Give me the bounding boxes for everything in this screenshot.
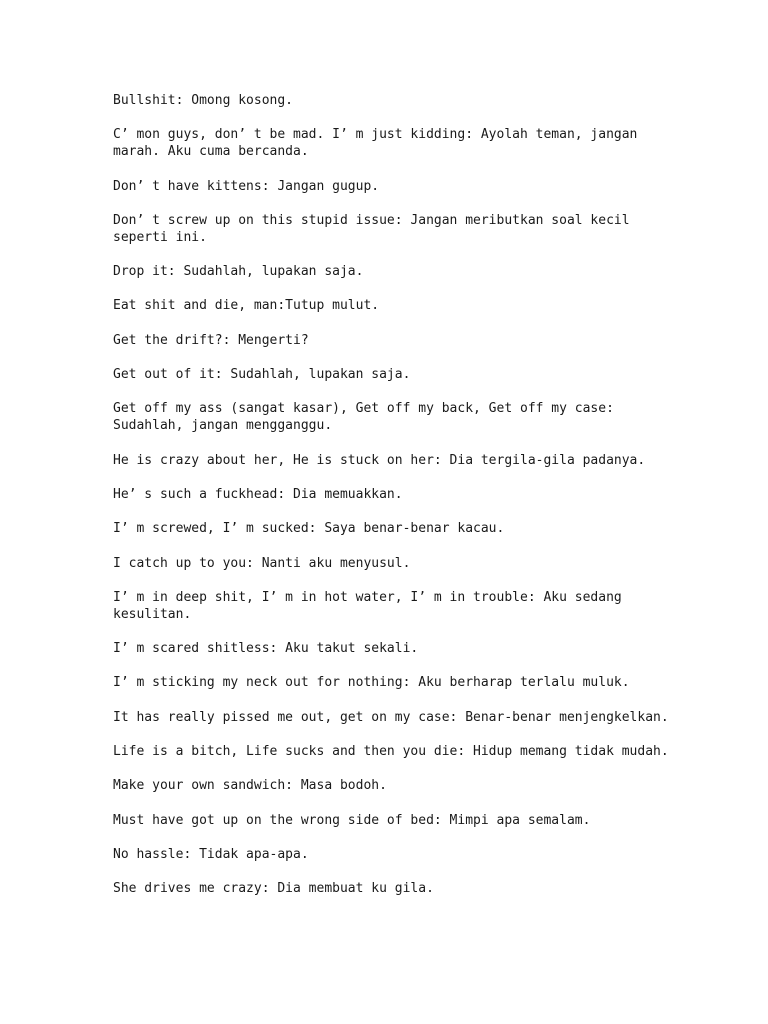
phrase-entry: Make your own sandwich: Masa bodoh. <box>113 778 387 794</box>
phrase-entry: Don’ t screw up on this stupid issue: Jangan meributkan soal kecil seperti ini. <box>113 212 630 245</box>
phrase-entry: No hassle: Tidak apa-apa. <box>113 846 309 862</box>
phrase-entry: He is crazy about her, He is stuck on her: Dia tergila-gila padanya. <box>113 452 646 468</box>
phrase-entry: Get out of it: Sudahlah, lupakan saja. <box>113 367 411 383</box>
phrase-entry: C’ mon guys, don’ t be mad. I’ m just kidding: Ayolah teman, jangan marah. Aku cuma bercanda. <box>113 127 638 160</box>
phrase-entry: Get off my ass (sangat kasar), Get off my back, Get off my case: Sudahlah, jangan mengganggu. <box>113 401 614 434</box>
phrase-entry: Drop it: Sudahlah, lupakan saja. <box>113 264 364 280</box>
phrase-entry: Must have got up on the wrong side of bed: Mimpi apa semalam. <box>113 812 591 828</box>
document-body <box>113 92 673 915</box>
phrase-entry: Eat shit and die, man:Tutup mulut. <box>113 298 380 314</box>
phrase-entry: Life is a bitch, Life sucks and then you die: Hidup memang tidak mudah. <box>113 744 669 760</box>
phrase-entry: I’ m sticking my neck out for nothing: Aku berharap terlalu muluk. <box>113 675 630 691</box>
phrase-entry: I’ m screwed, I’ m sucked: Saya benar-benar kacau. <box>113 521 505 537</box>
phrase-entry: Get the drift?: Mengerti? <box>113 332 309 348</box>
phrase-entry: He’ s such a fuckhead: Dia memuakkan. <box>113 486 403 502</box>
phrase-entry: It has really pissed me out, get on my case: Benar-benar menjengkelkan. <box>113 709 669 725</box>
phrase-entry: Don’ t have kittens: Jangan gugup. <box>113 178 380 194</box>
phrase-entry: I’ m in deep shit, I’ m in hot water, I’ m in trouble: Aku sedang kesulitan. <box>113 589 622 622</box>
phrase-entry: Bullshit: Omong kosong. <box>113 93 294 108</box>
phrase-entry: She drives me crazy: Dia membuat ku gila. <box>113 881 434 897</box>
phrase-entry: I’ m scared shitless: Aku takut sekali. <box>113 641 419 657</box>
phrase-entry: I catch up to you: Nanti aku menyusul. <box>113 555 411 571</box>
